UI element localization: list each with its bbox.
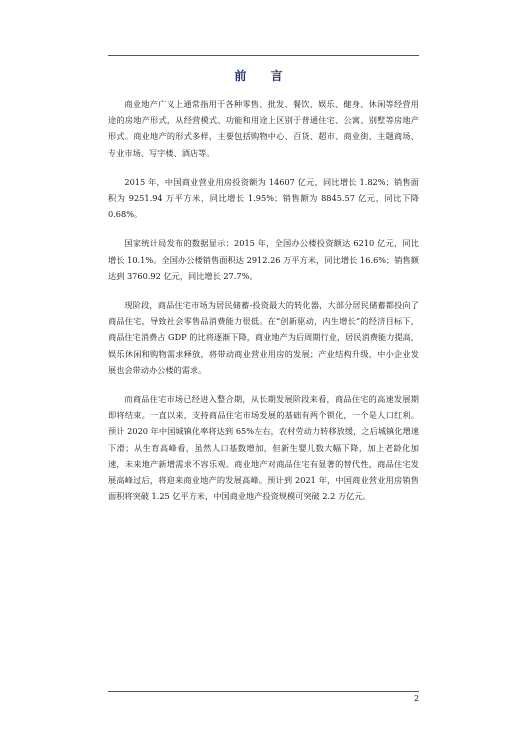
footer-rule bbox=[108, 691, 419, 692]
page-number: 2 bbox=[414, 694, 420, 703]
paragraph-5: 而商品住宅市场已经进入整合期，从长期发展阶段来看，商品住宅的高速发展期即将结束。一直以来，支持商品住宅市场发展的基础有两个锁化，一个是人口红利。预计 2020 年中国城镇化率将达到 65%左右，农村劳动力转移放缓，之后城镇化增速下滑；从生育高峰看，虽然人口基数增加，但新生婴儿数大幅下降，加上老龄化加速，未来地产新增需求不容乐观。商业地产对商品住宅有显著的替代性，商品住宅发展高峰过后，将迎来商业地产的发展高峰。预计到 2021 年，中国商业营业用房销售面积将突破 1.25 亿平方米，中国商业地产投资规模可突破 2.2 万亿元。 bbox=[108, 394, 419, 502]
header-rule bbox=[108, 55, 419, 56]
paragraph-1: 商业地产广义上通常指用于各种零售、批发、餐饮、娱乐、健身、休闲等经营用途的房地产形式，从经营模式、功能和用途上区别于普通住宅、公寓、别墅等房地产形式。商业地产的形式多样，主要包括购物中心、百货、超市、商业街、主题商场、专业市场、写字楼、酒店等。 bbox=[108, 99, 419, 158]
body-text bbox=[108, 96, 419, 517]
paragraph-4: 现阶段，商品住宅市场为居民储蓄-投资最大的转化器，大部分居民储蓄都投向了商品住宅，导致社会零售品消费能力很低。在“创新驱动，内生增长”的经济目标下，商品住宅消费占 GDP 的比将逐渐下降，商业地产为后周期行业，居民消费能力提高，娱乐休闲和购物需求释放，将带动商业营业用房的发展；产业结构升级，中小企业发展也会带动办公楼的需求。 bbox=[108, 300, 419, 375]
paragraph-2: 2015 年，中国商业营业用房投资额为 14607 亿元，同比增长 1.82%；销售面积为 9251.94 万平方米，同比增长 1.95%；销售额为 8845.57 亿元，同比下降 0.68%。 bbox=[108, 176, 419, 220]
paragraph-3: 国家统计局发布的数据显示：2015 年，全国办公楼投资额达 6210 亿元，同比增长 10.1%。全国办公楼销售面积达 2912.26 万平方米，同比增长 16.6%；销售额达到 3760.92 亿元，同比增长 27.7%。 bbox=[108, 238, 419, 281]
page-title: 前 言 bbox=[234, 69, 293, 83]
